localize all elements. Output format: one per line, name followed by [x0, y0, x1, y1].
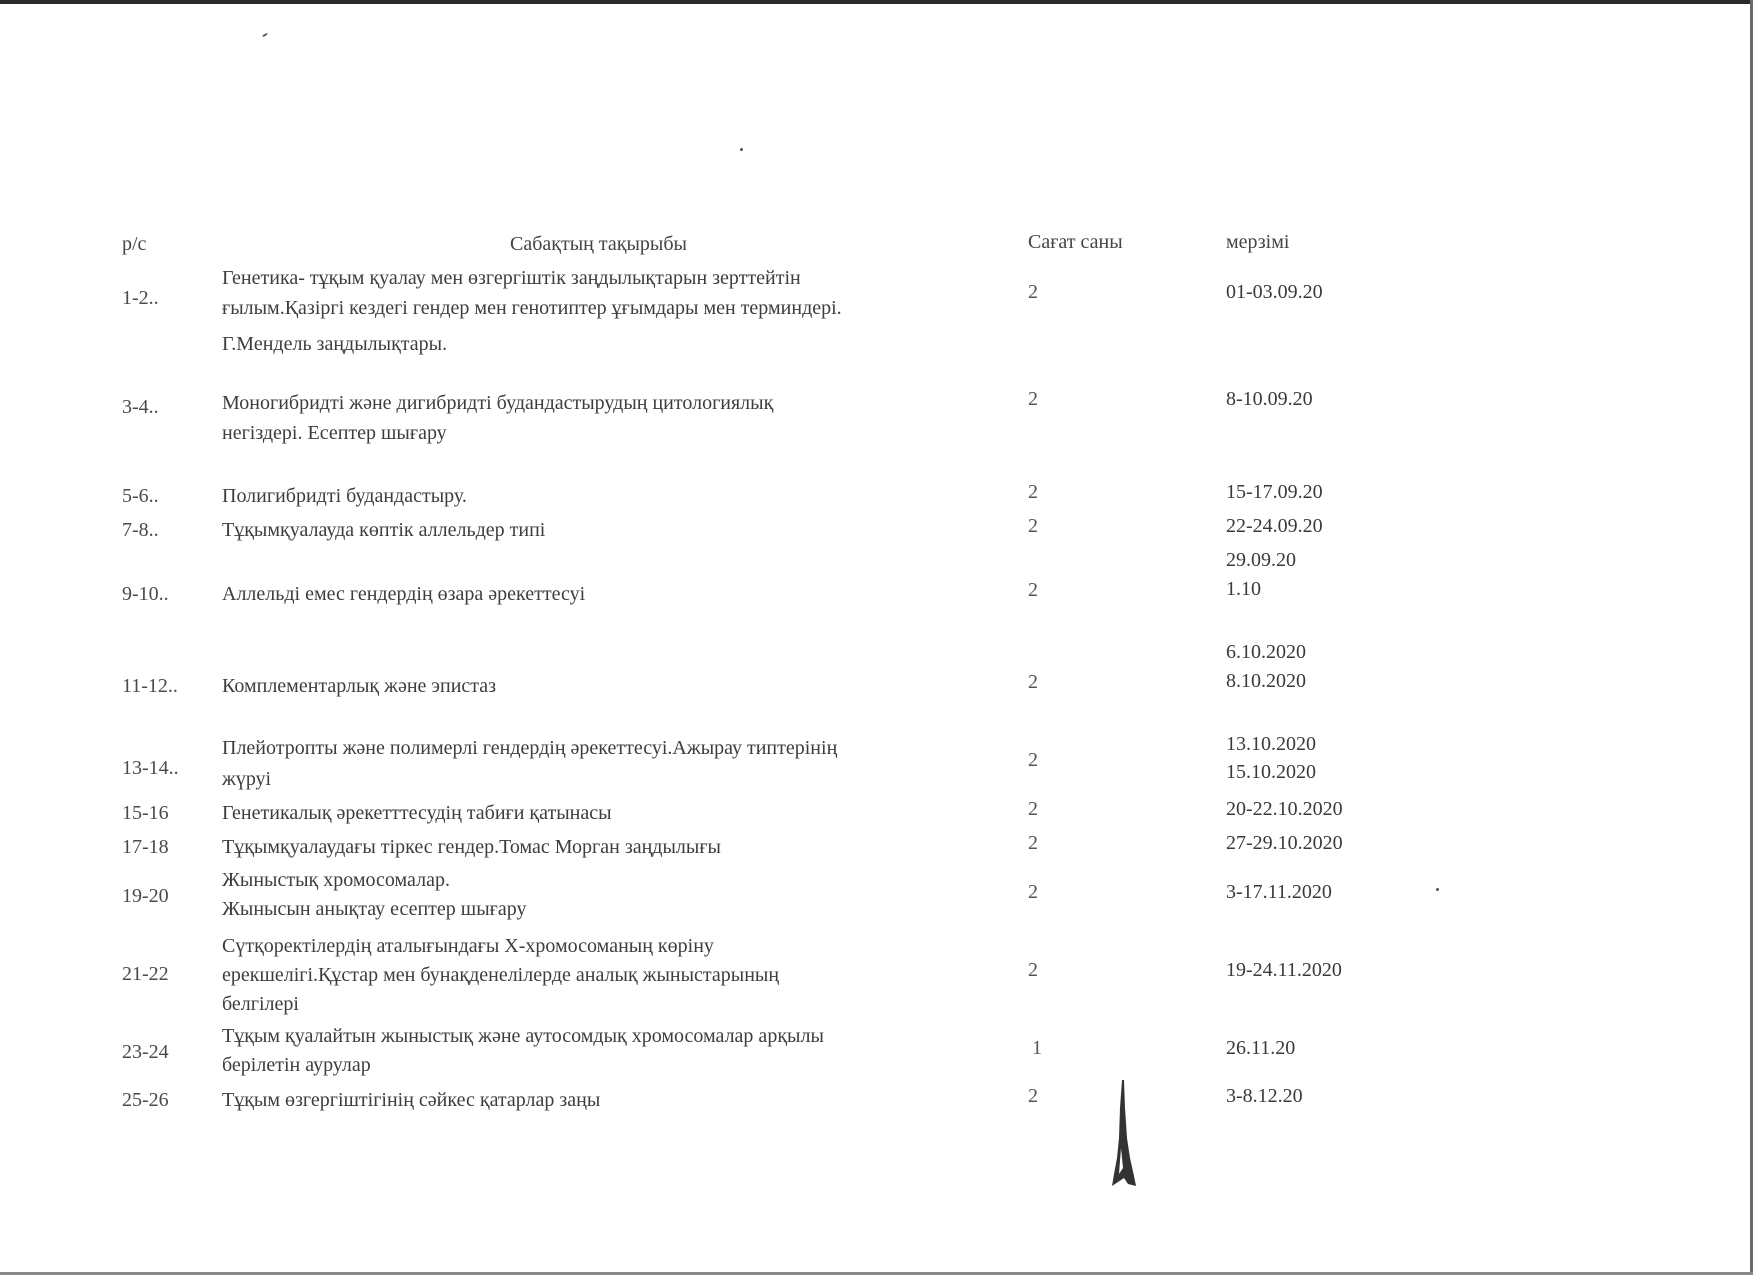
row-topic: Сүтқоректілердің аталығындағы Х-хромосоманың көріну: [222, 935, 714, 957]
row-topic: Г.Мендель заңдылықтары.: [222, 333, 448, 355]
row-topic: Тұқымқуалаудағы тіркес гендер.Томас Морган заңдылығы: [222, 836, 721, 858]
ink-smudge: [1108, 1078, 1138, 1188]
row-hours: 2: [1028, 798, 1038, 820]
row-date: 22-24.09.20: [1226, 515, 1323, 537]
row-date: 15-17.09.20: [1226, 481, 1323, 503]
row-num: 1-2..: [122, 287, 159, 309]
row-topic: жүруі: [222, 768, 272, 790]
row-topic: Комплементарлық және эпистаз: [222, 675, 497, 697]
row-num: 17-18: [122, 836, 169, 858]
row-date: 20-22.10.2020: [1226, 798, 1343, 820]
header-topic: Сабақтың тақырыбы: [510, 233, 687, 255]
row-date: 8.10.2020: [1226, 670, 1306, 692]
row-num: 9-10..: [122, 583, 169, 605]
row-hours: 2: [1028, 832, 1038, 854]
row-date: 13.10.2020: [1226, 733, 1316, 755]
row-hours: 2: [1028, 749, 1038, 771]
row-date: 3-17.11.2020: [1226, 881, 1332, 903]
row-topic: Тұқым өзгергіштігінің сәйкес қатарлар заңы: [222, 1089, 601, 1111]
row-hours: 2: [1028, 481, 1038, 503]
row-hours: 1: [1032, 1037, 1042, 1059]
row-topic: Полигибридті будандастыру.: [222, 485, 467, 507]
header-num: р/с: [122, 233, 147, 255]
row-date: 8-10.09.20: [1226, 388, 1313, 410]
row-hours: 2: [1028, 515, 1038, 537]
row-num: 25-26: [122, 1089, 169, 1111]
header-date: мерзімі: [1226, 231, 1290, 253]
row-num: 5-6..: [122, 485, 159, 507]
row-hours: 2: [1028, 388, 1038, 410]
row-num: 21-22: [122, 963, 169, 985]
row-date: 29.09.20: [1226, 549, 1296, 571]
row-topic: Жыныстық хромосомалар.: [222, 869, 450, 891]
row-topic: белгілері: [222, 993, 299, 1015]
row-num: 11-12..: [122, 675, 178, 697]
row-num: 15-16: [122, 802, 169, 824]
row-topic: Моногибридті және дигибридті будандастырудың цитологиялық: [222, 392, 774, 414]
row-date: 01-03.09.20: [1226, 281, 1323, 303]
row-num: 13-14..: [122, 757, 179, 779]
row-hours: 2: [1028, 1085, 1038, 1107]
row-hours: 2: [1028, 579, 1038, 601]
row-hours: 2: [1028, 881, 1038, 903]
row-topic: Генетикалық әрекетттесудің табиғи қатынасы: [222, 802, 612, 824]
row-num: 23-24: [122, 1041, 169, 1063]
row-hours: 2: [1028, 959, 1038, 981]
row-num: 3-4..: [122, 396, 159, 418]
row-topic: Генетика- тұқым қуалау мен өзгергіштік заңдылықтарын зерттейтін: [222, 267, 801, 289]
row-topic: Жынысын анықтау есептер шығару: [222, 898, 527, 920]
row-date: 19-24.11.2020: [1226, 959, 1342, 981]
row-date: 27-29.10.2020: [1226, 832, 1343, 854]
row-topic: Тұқымқуалауда көптік аллельдер типі: [222, 519, 546, 541]
row-topic: ерекшелігі.Құстар мен бунақденелілерде аналық жыныстарының: [222, 964, 780, 986]
row-hours: 2: [1028, 671, 1038, 693]
row-topic: Плейотропты және полимерлі гендердің әрекеттесуі.Ажырау типтерінің: [222, 737, 838, 759]
row-date: 6.10.2020: [1226, 641, 1306, 663]
row-num: 7-8..: [122, 519, 159, 541]
row-date: 1.10: [1226, 578, 1261, 600]
header-hours: Сағат саны: [1028, 231, 1123, 253]
row-num: 19-20: [122, 885, 169, 907]
row-topic: Аллельді емес гендердің өзара әрекеттесуі: [222, 583, 586, 605]
row-hours: 2: [1028, 281, 1038, 303]
row-topic: ғылым.Қазіргі кездегі гендер мен генотиптер ұғымдары мен терминдері.: [222, 297, 842, 319]
row-date: 3-8.12.20: [1226, 1085, 1303, 1107]
row-topic: Тұқым қуалайтын жыныстық және аутосомдық хромосомалар арқылы: [222, 1025, 824, 1047]
row-date: 15.10.2020: [1226, 761, 1316, 783]
row-topic: берілетін аурулар: [222, 1054, 371, 1076]
row-date: 26.11.20: [1226, 1037, 1296, 1059]
row-topic: негіздері. Есептер шығару: [222, 422, 447, 444]
